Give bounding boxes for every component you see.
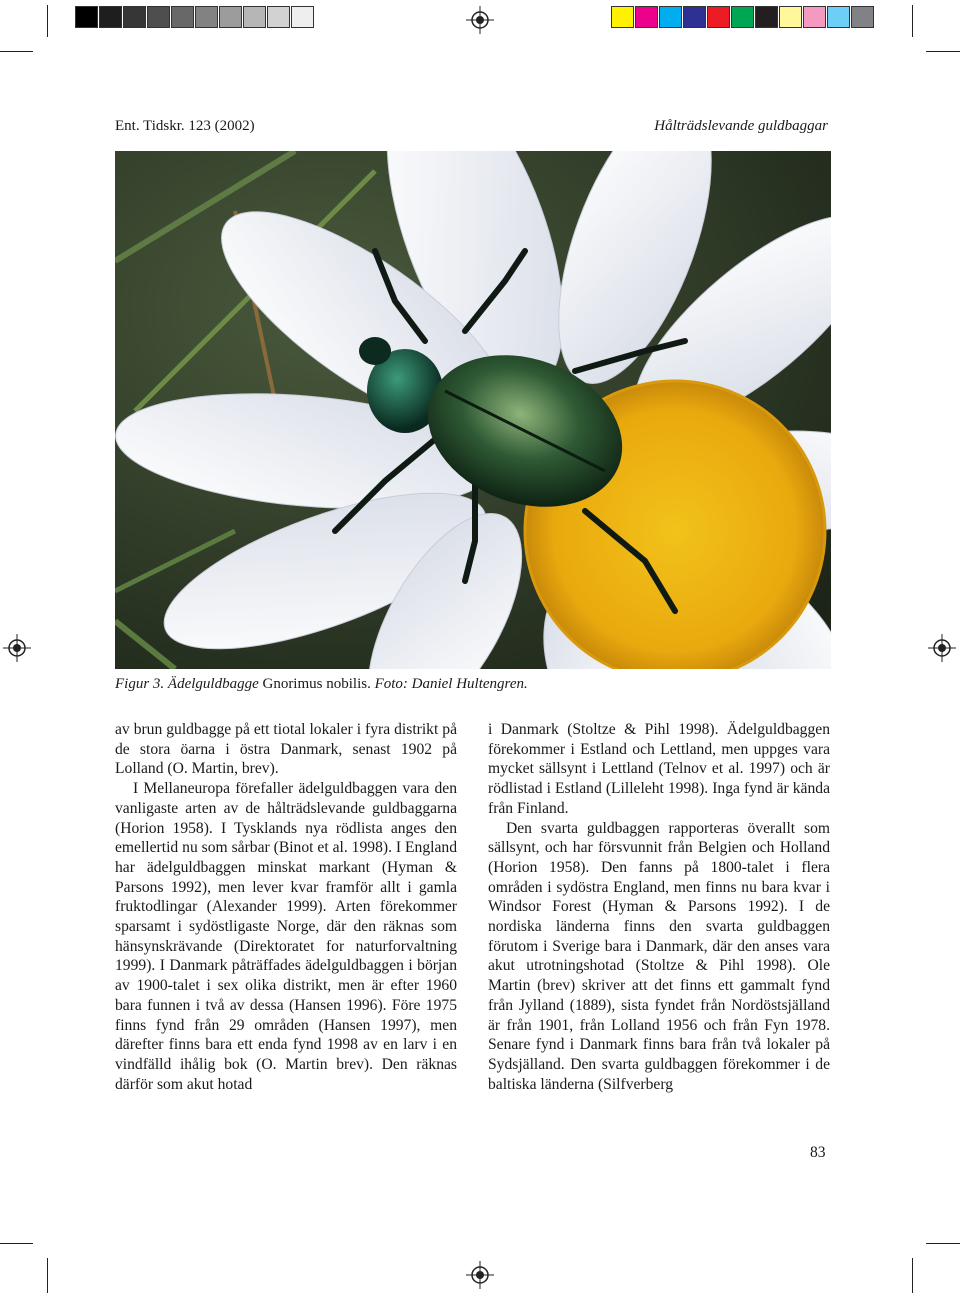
color-swatch <box>171 6 194 28</box>
photo-credit: Foto: Daniel Hultengren. <box>374 676 528 692</box>
color-calibration-bar <box>611 6 875 30</box>
color-swatch <box>851 6 874 28</box>
species-name: Gnorimus nobilis. <box>262 676 371 692</box>
color-swatch <box>827 6 850 28</box>
color-swatch <box>195 6 218 28</box>
color-swatch <box>779 6 802 28</box>
paragraph: av brun guldbagge på ett tiotal lokaler i fyra distrikt på de stora öarna i östra Danmark, senast 1902 på Lolland (O. Martin, brev). <box>115 721 457 778</box>
color-swatch <box>147 6 170 28</box>
paragraph: Den svarta guldbaggen rapporteras överallt som sällsynt, och har försvunnit från Belgien och Holland (Horion 1958). Den fanns på 1800-talet i flera områden i sydöstra England, men finns nu bara kvar i Windsor Forest (Hyman & Parsons 1992). I de nordiska länderna finns den svarta guldbaggen förutom i Sverige bara i Danmark, där den anses vara akut utrotningshotad (Stoltze & Pihl 1998). Ole Martin (brev) skriver att det finns ett gammalt fynd från Jylland (1889), sista fyndet från Nordöstsjälland är från 1901, från Lolland 1956 och från Fyn 1978. Senare fynd i Danmark finns bara från två lokaler på Sydsjälland. Den svarta guldbaggen förekommer i de baltiska länderna (Silfverberg <box>488 819 830 1093</box>
page-number: 83 <box>810 1144 826 1161</box>
color-swatch <box>611 6 634 28</box>
running-title: Hålträdslevande guldbaggar <box>654 118 828 134</box>
journal-citation: Ent. Tidskr. 123 (2002) <box>115 118 255 134</box>
figure-caption <box>115 676 528 693</box>
registration-mark-icon <box>466 1261 494 1289</box>
color-swatch <box>635 6 658 28</box>
registration-mark-icon <box>466 6 494 34</box>
color-swatch <box>75 6 98 28</box>
paragraph: i Danmark (Stoltze & Pihl 1998). Ädelguldbaggen förekommer i Estland och Lettland, men uppges vara mycket sällsynt i Lettland (Telnov et al. 1997) och är rödlistad i Estland (Lilleleht 1998). Inga fynd är kända från Finland. <box>488 721 830 817</box>
beetle-on-daisy-illustration <box>115 151 831 669</box>
registration-mark-icon <box>3 634 31 662</box>
color-swatch <box>683 6 706 28</box>
figure-label: Figur 3. Ädelguldbagge <box>115 676 259 692</box>
color-swatch <box>219 6 242 28</box>
color-swatch <box>659 6 682 28</box>
text-column-left <box>115 720 457 1094</box>
crop-mark <box>47 1258 48 1293</box>
color-swatch <box>755 6 778 28</box>
color-swatch <box>731 6 754 28</box>
color-swatch <box>707 6 730 28</box>
crop-mark <box>0 51 33 52</box>
color-swatch <box>99 6 122 28</box>
figure-photo <box>115 151 831 669</box>
color-swatch <box>267 6 290 28</box>
gray-calibration-bar <box>75 6 315 30</box>
color-swatch <box>291 6 314 28</box>
crop-mark <box>47 5 48 37</box>
crop-mark <box>0 1243 33 1244</box>
color-swatch <box>123 6 146 28</box>
crop-mark <box>912 5 913 37</box>
color-swatch <box>803 6 826 28</box>
registration-mark-icon <box>928 634 956 662</box>
color-swatch <box>243 6 266 28</box>
crop-mark <box>926 51 960 52</box>
crop-mark <box>912 1258 913 1293</box>
paragraph: I Mellaneuropa förefaller ädelguldbaggen vara den vanligaste arten av de hålträdslevande guldbaggarna (Horion 1958). I Tysklands nya rödlista anges den emellertid nu som sårbar (Binot et al. 1998). I England har ädelguldbaggen minskat markant (Hyman & Parsons 1992), men lever kvar framför allt i gamla fruktodlingar (Alexander 1999). Arten förekommer sparsamt i sydöstligaste Norge, där den räknas som hänsynskrävande (Direktoratet for naturforvaltning 1999). I Danmark påträffades ädelguldbaggen i början av 1900-talet i sex olika distrikt, men är efter 1960 bara funnen i två av dessa (Hansen 1996). Före 1975 finns fynd från 29 områden (Hansen 1997), men därefter finns bara ett enda fynd 1998 av en larv i en vindfälld ihålig bok (O. Martin brev). Den räknas därför som akut hotad <box>115 780 457 1093</box>
text-column-right <box>488 720 830 1094</box>
crop-mark <box>926 1243 960 1244</box>
